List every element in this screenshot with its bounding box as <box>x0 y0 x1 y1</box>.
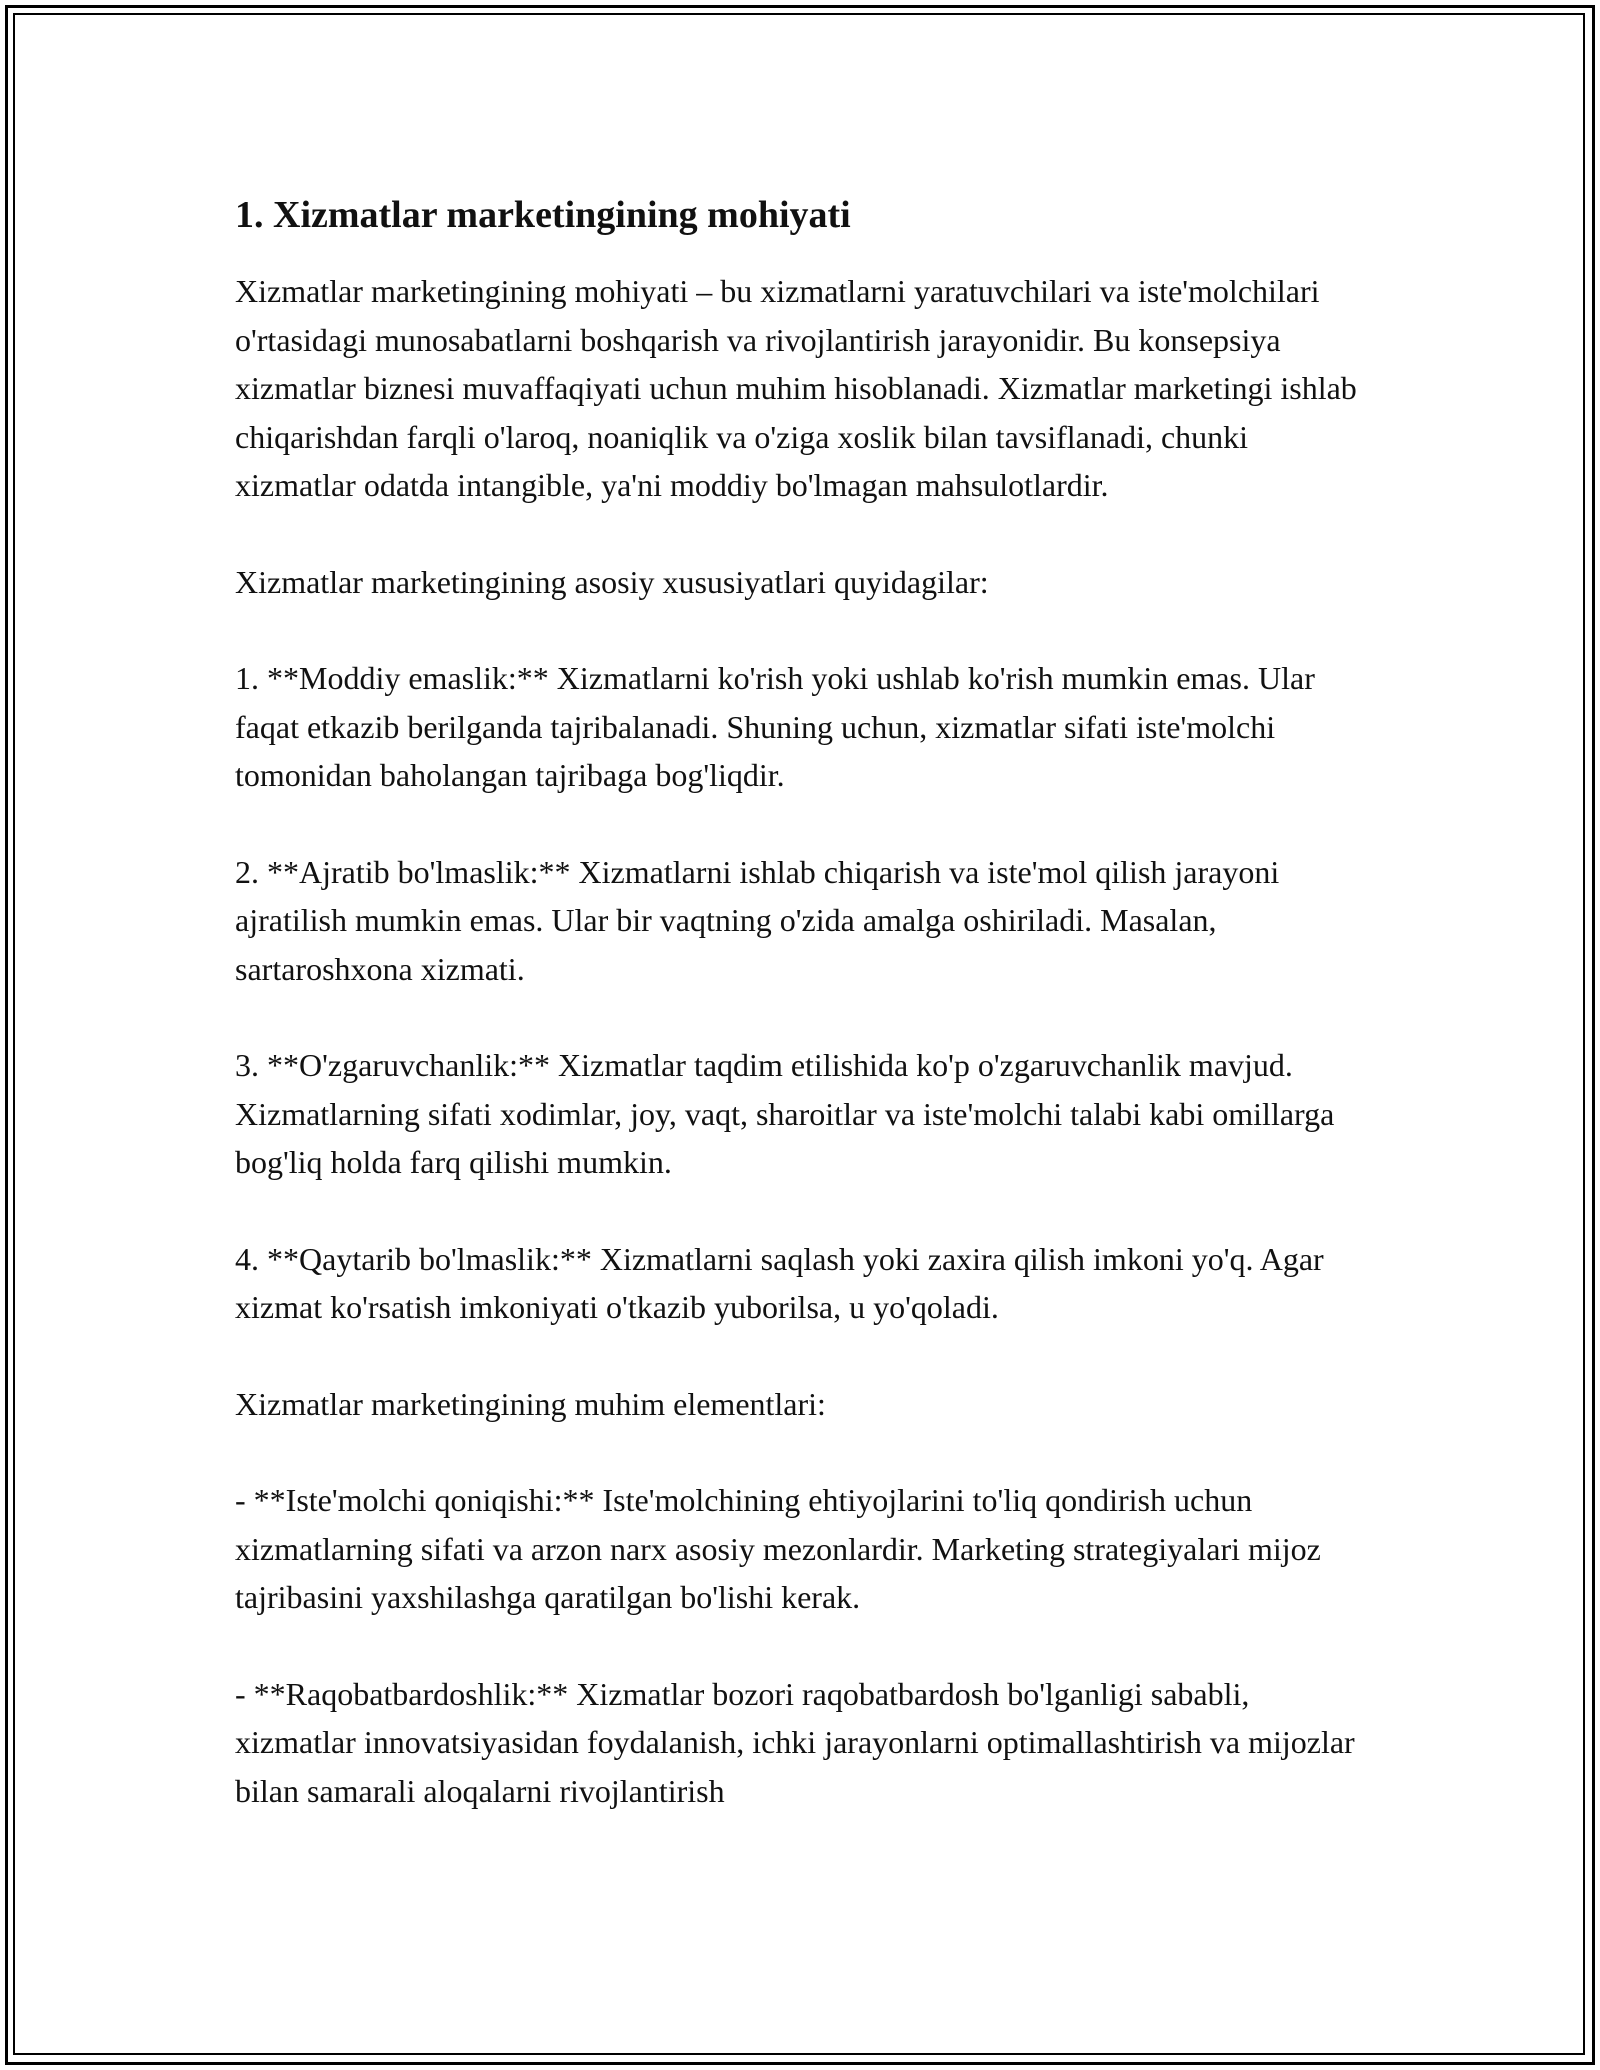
element-item-competitiveness: - **Raqobatbardoshlik:** Xizmatlar bozori raqobatbardosh bo'lganligi sababli, xizmatlar innovatsiyasidan foydalanish, ichki jarayonlarni optimallashtirish va mijozlar bilan samarali aloqalarni rivojlantirish <box>235 1675 1355 1809</box>
section-title: 1. Xizmatlar marketingining mohiyati <box>235 194 851 236</box>
feature-item-perishability: 4. **Qaytarib bo'lmaslik:** Xizmatlarni saqlash yoki zaxira qilish imkoni yo'q. Agar xizmat ko'rsatish imkoniyati o'tkazib yuborilsa, u yo'qoladi. <box>235 1240 1324 1325</box>
features-heading: Xizmatlar marketingining asosiy xususiyatlari quyidagilar: <box>235 563 989 600</box>
element-item-satisfaction: - **Iste'molchi qoniqishi:** Iste'molchining ehtiyojlarini to'liq qondirish uchun xizmatlarning sifati va arzon narx asosiy mezonlardir. Marketing strategiyalari mijoz tajribasini yaxshilashga qaratilgan bo'lishi kerak. <box>235 1482 1321 1615</box>
intro-paragraph: Xizmatlar marketingining mohiyati – bu xizmatlarni yaratuvchilari va iste'molchilari o'rtasidagi munosabatlarni boshqarish va rivojlantirish jarayonidir. Bu konsepsiya xizmatlar biznesi muvaffaqiyati uchun muhim hisoblanadi. Xizmatlar marketingi ishlab chiqarishdan farqli o'laroq, noaniqlik va o'ziga xoslik bilan tavsiflanadi, chunki xizmatlar odatda intangible, ya'ni moddiy bo'lmagan mahsulotlardir. <box>235 273 1357 503</box>
feature-item-inseparability: 2. **Ajratib bo'lmaslik:** Xizmatlarni ishlab chiqarish va iste'mol qilish jarayoni ajratilish mumkin emas. Ular bir vaqtning o'zida amalga oshiriladi. Masalan, sartaroshxona xizmati. <box>235 853 1280 987</box>
elements-heading: Xizmatlar marketingining muhim elementlari: <box>235 1385 826 1422</box>
feature-item-intangibility: 1. **Moddiy emaslik:** Xizmatlarni ko'rish yoki ushlab ko'rish mumkin emas. Ular faqat etkazib berilganda tajribalanadi. Shuning uchun, xizmatlar sifati iste'molchi tomonidan baholangan tajribaga bog'liqdir. <box>235 660 1315 793</box>
document-body <box>235 185 1365 1863</box>
feature-item-variability: 3. **O'zgaruvchanlik:** Xizmatlar taqdim etilishida ko'p o'zgaruvchanlik mavjud. Xizmatlarning sifati xodimlar, joy, vaqt, sharoitlar va iste'molchi talabi kabi omillarga bog'liq holda farq qilishi mumkin. <box>235 1047 1335 1180</box>
